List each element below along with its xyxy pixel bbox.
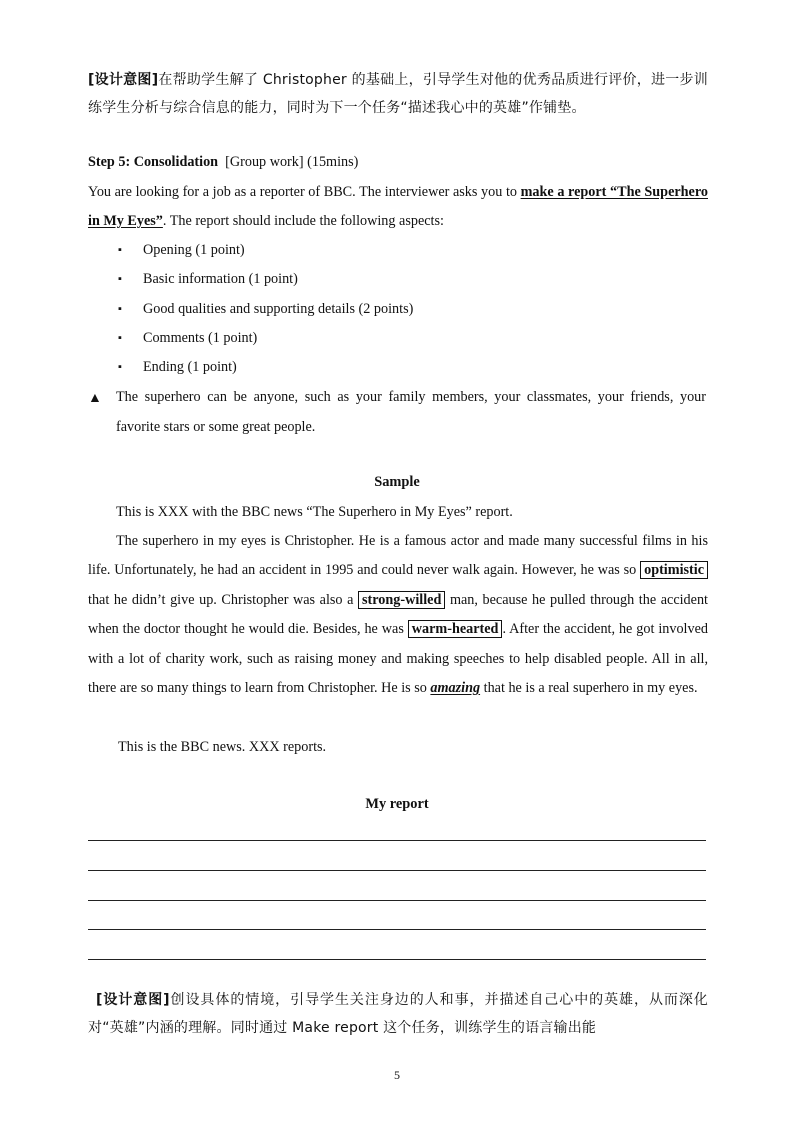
sample-body-paragraph	[88, 527, 708, 703]
aspect-label: Basic information (1 point)	[143, 271, 298, 288]
design-intent-label: [设计意图]	[96, 992, 170, 1008]
bullet-icon: ▪	[118, 331, 122, 344]
sample-text: that he didn’t give up. Christopher was also a	[88, 591, 359, 608]
list-item	[118, 295, 413, 324]
superhero-note: The superhero can be anyone, such as your family members, your classmates, your friends, your favorite stars or some great people.	[116, 389, 706, 435]
sample-text: . After the accident, he got involved with a lot of charity work, such as raising money and making speeches to help disabled people. All in all, there are so many things to learn from Christopher. He is so	[88, 621, 708, 697]
sample-heading: Sample	[374, 474, 420, 490]
task-description	[88, 178, 708, 236]
aspect-label: Opening (1 point)	[143, 242, 245, 258]
design-intent-text: 在帮助学生解了 Christopher 的基础上，引导学生对他的优秀品质进行评价，进一步训练学生分析与综合信息的能力，同时为下一个任务“描述我心中的英雄”作铺垫。	[88, 72, 708, 116]
design-intent-paragraph	[88, 66, 708, 122]
writing-line[interactable]	[88, 900, 706, 901]
keyword-warm-hearted: warm-hearted	[408, 620, 503, 638]
aspect-label: Good qualities and supporting details (2 points)	[143, 300, 414, 317]
sample-closing-line: This is the BBC news. XXX reports.	[118, 739, 327, 755]
task-text-end: . The report should include the following aspects:	[162, 213, 444, 229]
keyword-strong-willed: strong-willed	[358, 591, 445, 609]
page-number: 5	[394, 1068, 400, 1082]
design-intent-label: [设计意图]	[88, 72, 159, 88]
sample-text: that he is a real superhero in my eyes.	[480, 680, 698, 697]
keyword-optimistic: optimistic	[640, 561, 708, 579]
writing-line[interactable]	[88, 959, 706, 960]
step-note: [Group work] (15mins)	[225, 154, 359, 170]
aspect-label: Ending (1 point)	[143, 359, 237, 376]
task-text-start: You are looking for a job as a reporter of BBC. The interviewer asks you to	[88, 184, 521, 200]
list-item	[118, 236, 413, 265]
triangle-icon: ▲	[88, 391, 102, 406]
aspect-label: Comments (1 point)	[143, 329, 258, 346]
list-item	[118, 353, 413, 382]
list-item	[118, 265, 413, 294]
design-intent-text: 创设具体的情境，引导学生关注身边的人和事，并描述自己心中的英雄，从而深化对“英雄”内涵的理解。同时通过 Make report 这个任务，训练学生的语言输出能	[88, 992, 709, 1036]
step-heading	[88, 148, 708, 177]
writing-line[interactable]	[88, 929, 706, 930]
step-title: Step 5: Consolidation	[88, 154, 219, 170]
sample-text: The superhero in my eyes is Christopher. He is a famous actor and made many successful films in his life. Unfortunately, he had an accident in 1995 and could never walk again. However, he was so	[88, 533, 708, 579]
bullet-icon: ▪	[118, 302, 122, 315]
bullet-icon: ▪	[118, 273, 122, 286]
task-report-title: make a report “The Superhero in My Eyes”	[88, 184, 708, 229]
design-intent-paragraph-2	[88, 986, 708, 1042]
aspects-list	[118, 236, 413, 382]
keyword-amazing: amazing	[430, 680, 481, 697]
bullet-icon: ▪	[118, 361, 122, 374]
my-report-heading: My report	[365, 796, 429, 812]
writing-line[interactable]	[88, 840, 706, 841]
sample-opening-line: This is XXX with the BBC news “The Superhero in My Eyes” report.	[116, 504, 513, 520]
bullet-icon: ▪	[118, 244, 122, 256]
writing-line[interactable]	[88, 870, 706, 871]
sample-text: man, because he pulled through the accident when the doctor thought he would die. Besides, he was	[88, 591, 708, 638]
list-item	[118, 324, 413, 353]
